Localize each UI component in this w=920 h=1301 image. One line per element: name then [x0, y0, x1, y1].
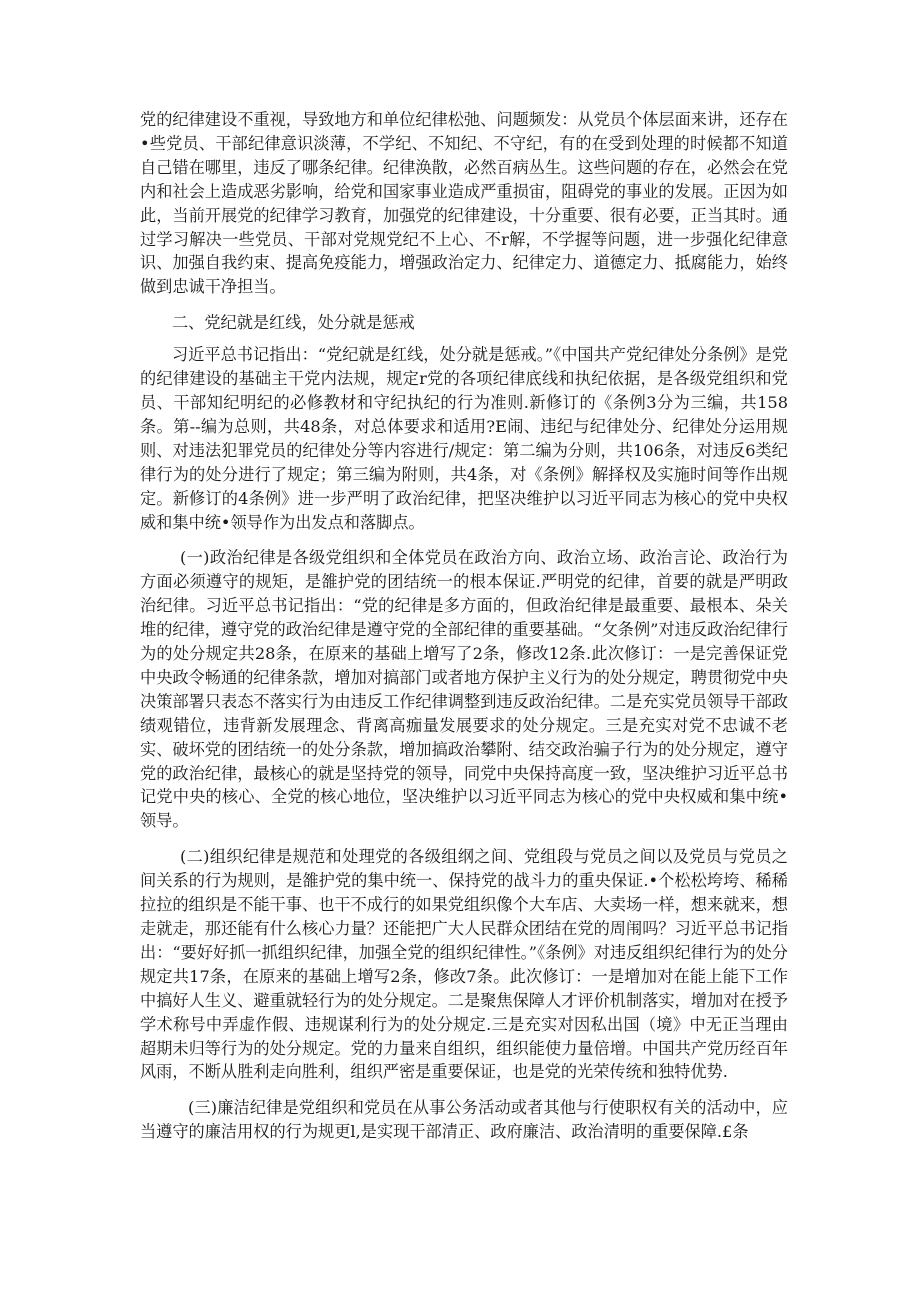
paragraph-organizational-discipline: (二)组织纪律是规范和处理党的各级组纲之间、党组段与党员之间以及党员与党员之间关系的行为规则，是雒护党的集中统一、保持党的战斗力的重央保证.•个松松垮垮、稀稀拉拉的组织是不能干事、也干不成行的如果党组织像个大车店、大卖场一样，想来就来，想走就走，那还能有什么核心力量？还能把广大人民群众团结在党的周闱吗？习近平总书记指出：“要好好抓一抓组织纪律，加强全党的组织纪律性。”《条例》对违反组织纪律行为的处分规定共17条，在原来的基础上增写2条，修改7条。此次修订：一是增加对在能上能下工作中搞好人生义、避重就轻行为的处分规定。二是聚焦保障人才评价机制落实，增加对在授予学术称号中弄虚作假、违规谋利行为的处分规定.三是充实对因私出国（境》中无正当理由超期未归等行为的处分规定。党的力量来自组织，组织能使力量倍增。中国共产党历经百年风雨，不断从胜利走向胜利，组织严密是重要保证，也是党的光荣传统和独特优势.	[140, 847, 788, 1082]
document-body	[140, 108, 788, 1144]
section-heading: 二、党纪就是红线，处分就是惩戒	[172, 313, 415, 333]
paragraph-regulation: 习近平总书记指出：“党纪就是红线，处分就是惩戒。”《中国共产党纪律处分条例》是党的纪律建设的基础主干党内法规，规定r党的各项纪律底线和执纪依据，是各级党组织和党员、干部知纪明纪的必修教材和守纪执纪的行为准则.新修订的《条例3分为三编，共158条。第--编为总则，共48条，对总体要求和适用?E闹、违纪与纪律处分、纪律处分运用规则、对违法犯罪党员的纪律处分等内容进行/规定：第二编为分则，共106条，对违反6类纪律行为的处分进行了规定；第三编为附则，共4条，对《条例》解择权及实施时间等作出规定。新修订的4条例》进一步严明了政治纪律，把坚决维护以习近平同志为核心的党中央权威和集中统•领导作为出发点和落脚点。	[140, 345, 788, 532]
paragraph-political-discipline: (一)政治纪律是各级党组织和全体党员在政治方向、政治立场、政治言论、政治行为方面必须遵守的规矩，是雒护党的团结统一的根本保证.严明党的纪律，首要的就是严明政治纪律。习近平总书记指出：“党的纪律是多方面的，但政治纪律是最重要、最根本、朵关堆的纪律，遵守党的政治纪律是遵守党的全部纪律的重要基础。“攵条例”对违反政治纪律行为的处分规定共28条，在原来的基础上增写了2条，修改12条.此次修订：一是完善保证党中央政令畅通的纪律条款，增加对搞部门或者地方保护主义行为的处分规定，聘贯彻党中央决策部署只表态不落实行为由违反工作纪律调整到违反政治纪律。二是充实党员领导干部政绩观错位，违背新发展理念、背离高痂量发展要求的处分规定。三是充实对党不忠诚不老实、破坏党的团结统一的处分条款，增加搞政治攀附、结交政治骗子行为的处分规定，遵守党的政治纪律，最核心的就是坚持党的领导，同党中央保持高度一致，坚决维护习近平总书记党中央的核心、全党的核心地位，坚决维护以习近平同志为核心的党中央权威和集中统•领导。	[140, 548, 788, 831]
paragraph-intro: 党的纪律建设不重视，导致地方和单位纪律松弛、问题频发：从党员个体层面来讲，还存在•些党员、干部纪律意识淡薄，不学纪、不知纪、不守纪，有的在受到处理的时候都不知道自己错在哪里，违反了哪条纪律。纪律涣散，必然百病丛生。这些问题的存在，必然会在党内和社会上造成恶劣影响，给党和国家事业造成严重损宙，阻碍党的事业的发展。正因为如此，当前开展党的纪律学习教育，加强党的纪律建设，十分重要、很有必要，正当其时。通过学习解决一些党员、干部对党规党纪不上心、不r解，不学握等问题，进一步强化纪律意识、加强自我约束、提高免疫能力，增强政治定力、纪律定力、道德定力、抵腐能力，始终做到忠诚干净担当。	[140, 110, 788, 297]
paragraph-integrity-discipline: (三)廉洁纪律是党组织和党员在从事公务活动或者其他与行使职权有关的活动中，应当遵守的廉洁用权的行为规更l,是实现干部清正、政府廉洁、政治清明的重要保障.£条	[140, 1098, 788, 1142]
